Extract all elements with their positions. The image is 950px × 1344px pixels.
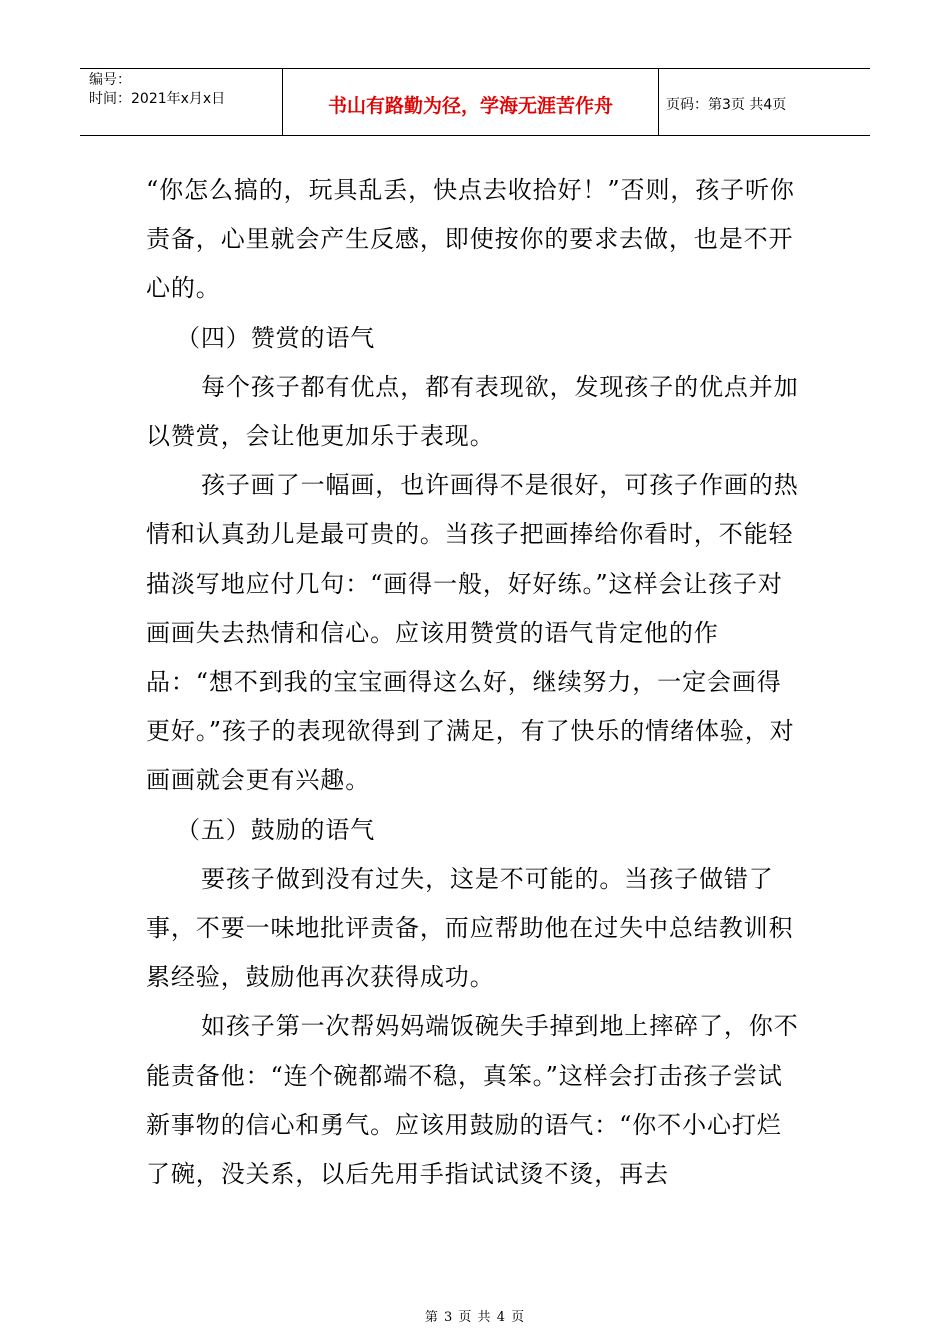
document-date-label: 时间：2021年x月x日 [89, 91, 226, 107]
body-paragraph: 如孩子第一次帮妈妈端饭碗失手掉到地上摔碎了，你不能责备他：“连个碗都端不稳，真笨。”这样会打击孩子尝试新事物的信心和勇气。应该用鼓励的语气：“你不小心打烂了碗，没关系，以后先用手指试试烫不烫，再去 [146, 1012, 799, 1189]
header-motto: 书山有路勤为径，学海无涯苦作舟 [283, 69, 659, 135]
body-paragraph: 孩子画了一幅画，也许画得不是很好，可孩子作画的热情和认真劲儿是最可贵的。当孩子把画捧给你看时，不能轻描淡写地应付几句：“画得一般，好好练。”这样会让孩子对画画失去热情和信心。应该用赞赏的语气肯定他的作品：“想不到我的宝宝画得这么好，继续努力，一定会画得更好。”孩子的表现欲得到了满足，有了快乐的情绪体验，对画画就会更有兴趣。 [146, 471, 799, 795]
document-body [146, 166, 806, 1199]
body-paragraph: “你怎么搞的，玩具乱丢，快点去收拾好！”否则，孩子听你责备，心里就会产生反感，即使按你的要求去做，也是不开心的。 [146, 176, 795, 303]
document-number-label: 编号： [89, 72, 131, 88]
document-header [80, 68, 870, 136]
body-paragraph: 要孩子做到没有过失，这是不可能的。当孩子做错了事，不要一味地批评责备，而应帮助他在过失中总结教训积累经验，鼓励他再次获得成功。 [146, 864, 794, 992]
section-heading: （四）赞赏的语气 [176, 323, 376, 352]
page-footer: 第 3 页 共 4 页 [424, 1310, 526, 1325]
section-heading: （五）鼓励的语气 [176, 815, 376, 844]
header-page-info: 页码：第3页 共4页 [666, 97, 787, 113]
body-paragraph: 每个孩子都有优点，都有表现欲，发现孩子的优点并加以赞赏，会让他更加乐于表现。 [146, 372, 799, 451]
header-meta [80, 69, 283, 135]
